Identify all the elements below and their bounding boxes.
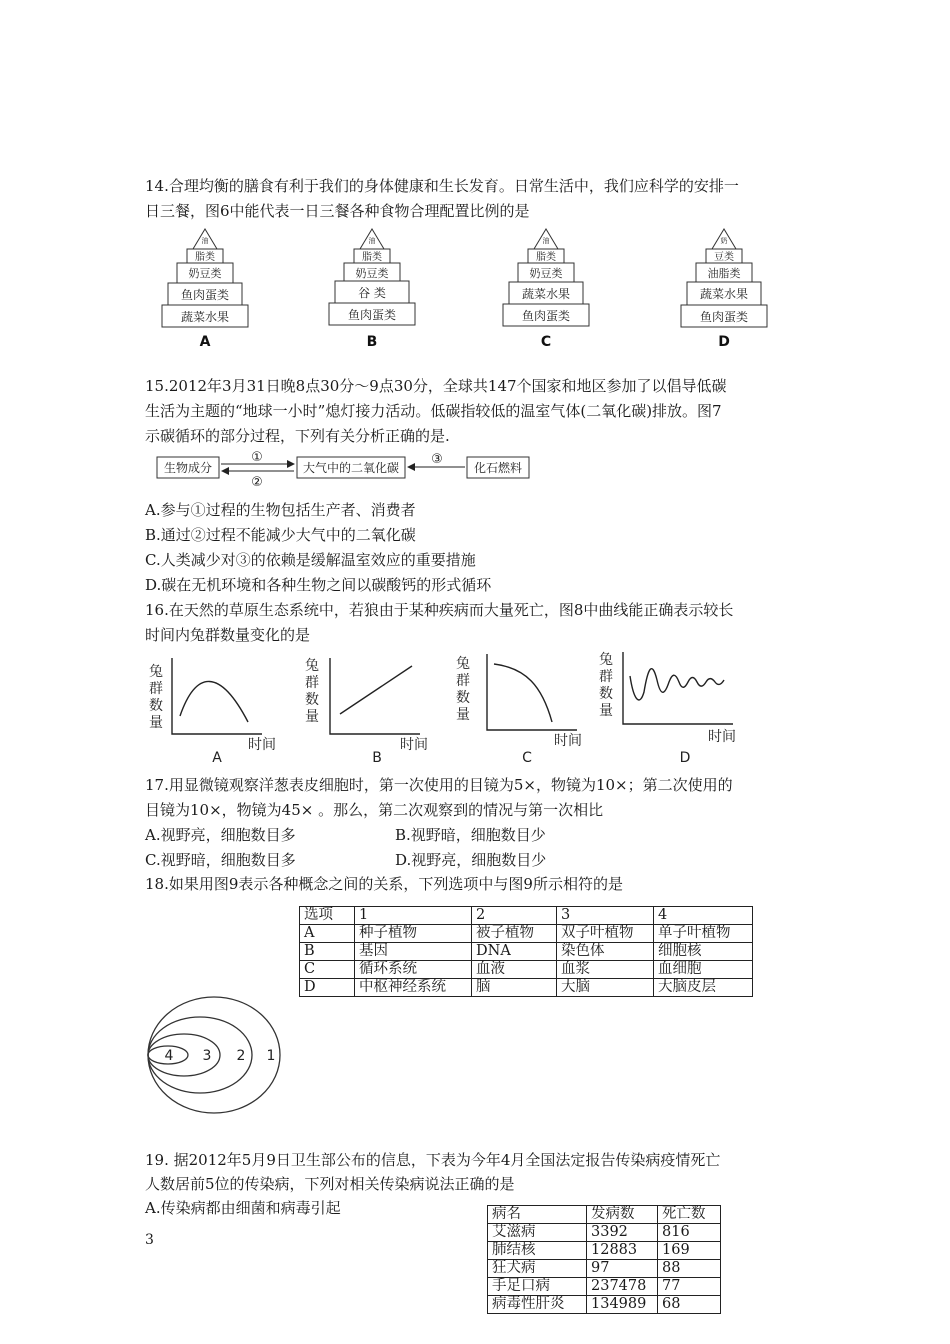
graph-c-xlabel: 时间 [554,733,582,749]
table-cell: 染色体 [557,943,654,961]
graph-d-ylabel-4: 量 [599,703,613,719]
pyr-c-tier2: 脂类 [536,252,556,263]
pyr-d-tier5: 鱼肉蛋类 [699,310,749,324]
graph-d-ylabel-3: 数 [599,686,613,702]
table-cell: 134989 [587,1296,658,1314]
graph-a-ylabel-3: 数 [149,698,163,714]
graph-b-ylabel-1: 兔 [305,658,319,674]
table-header-cell: 病名 [488,1206,587,1224]
table-cell: 病毒性肝炎 [488,1296,587,1314]
arrow-label-2: ② [251,475,263,490]
q15-option-c: C.人类减少对③的依赖是缓解温室效应的重要措施 [145,551,476,569]
q16-stem-line1: 16.在天然的草原生态系统中，若狼由于某种疾病而大量死亡，图8中曲线能正确表示较长 [145,601,734,619]
graph-c-ylabel-4: 量 [456,707,470,723]
q17-option-d: D.视野亮，细胞数目少 [395,851,547,869]
table-cell: 77 [658,1278,721,1296]
pyr-a-tier2: 脂类 [195,252,215,263]
graph-a-ylabel-2: 群 [149,681,163,697]
table-cell: 169 [658,1242,721,1260]
table-cell: 狂犬病 [488,1260,587,1278]
pyramid-c-label: C [540,334,552,350]
table-cell: 艾滋病 [488,1224,587,1242]
q14-stem-line1: 14.合理均衡的膳食有利于我们的身体健康和生长发育。日常生活中，我们应科学的安排一 [145,177,739,195]
graph-a-ylabel-4: 量 [149,715,163,731]
pyramid-b-label: B [366,334,378,350]
pyramid-a-label: A [199,334,211,350]
pyr-b-tier2: 脂类 [362,252,382,263]
q18-stem-line1: 18.如果用图9表示各种概念之间的关系，下列选项中与图9所示相符的是 [145,875,623,893]
pyramid-d-label: D [718,334,730,350]
table-cell: 手足口病 [488,1278,587,1296]
table-cell: 循环系统 [355,961,472,979]
ellipse-label-2: 2 [236,1048,246,1064]
table-cell: 68 [658,1296,721,1314]
table-header-cell: 2 [472,907,557,925]
table-cell: 脑 [472,979,557,997]
q15-stem-line3: 示碳循环的部分过程，下列有关分析正确的是. [145,427,450,445]
arrow-label-3: ③ [431,452,443,467]
pyr-b-tier5: 鱼肉蛋类 [347,308,397,322]
table-row [488,1278,721,1296]
disease-table [487,1205,721,1314]
page-number: 3 [145,1232,154,1248]
table-cell: 97 [587,1260,658,1278]
q17-option-b: B.视野暗，细胞数目少 [395,826,546,844]
graph-d-ylabel-2: 群 [599,669,613,685]
ellipse-label-1: 1 [266,1048,276,1064]
table-cell: 816 [658,1224,721,1242]
pyr-a-tier1: 油 [201,237,209,245]
carbon-cycle-diagram [0,450,950,490]
graph-b-ylabel-3: 数 [305,692,319,708]
arrow-label-1: ① [251,450,263,465]
table-cell: 237478 [587,1278,658,1296]
q14-stem-line2: 日三餐，图6中能代表一日三餐各种食物合理配置比例的是 [145,202,530,220]
table-cell: 肺结核 [488,1242,587,1260]
table-cell: 血液 [472,961,557,979]
table-cell: 细胞核 [654,943,753,961]
table-cell: 血细胞 [654,961,753,979]
q17-stem-line1: 17.用显微镜观察洋葱表皮细胞时，第一次使用的目镜为5×，物镜为10×；第二次使用的 [145,776,733,794]
graph-a-xlabel: 时间 [248,737,276,753]
q17-option-c: C.视野暗，细胞数目多 [145,851,296,869]
table-cell: 血浆 [557,961,654,979]
q15-stem-line2: 生活为主题的“地球一小时”熄灯接力活动。低碳指较低的温室气体(二氧化碳)排放。图7 [145,402,722,420]
box-fossil-fuel: 化石燃料 [473,461,523,475]
pyr-c-tier4: 蔬菜水果 [521,287,571,301]
table-cell: 88 [658,1260,721,1278]
table-header-cell: 1 [355,907,472,925]
ellipse-label-4: 4 [164,1048,174,1064]
graph-d-xlabel: 时间 [708,729,736,745]
pyr-c-tier3: 奶豆类 [529,267,563,280]
pyr-a-tier5: 蔬菜水果 [180,310,230,324]
table-row [300,943,753,961]
table-row [488,1296,721,1314]
q16-stem-line2: 时间内兔群数量变化的是 [145,626,311,644]
table-cell: C [300,961,355,979]
ellipse-label-3: 3 [202,1048,212,1064]
table-cell: 种子植物 [355,925,472,943]
table-cell: DNA [472,943,557,961]
table-header-cell: 3 [557,907,654,925]
table-header-row [300,907,753,925]
table-header-cell: 4 [654,907,753,925]
graph-a-ylabel-1: 兔 [149,664,163,680]
graph-b-ylabel-2: 群 [305,675,319,691]
graph-c-ylabel-1: 兔 [456,656,470,672]
table-cell: B [300,943,355,961]
pyr-d-tier4: 蔬菜水果 [699,287,749,301]
graph-d-label: D [679,750,691,765]
pyr-b-tier1: 油 [368,237,376,245]
concept-table [299,906,753,997]
pyr-a-tier4: 鱼肉蛋类 [180,288,230,302]
table-row [488,1224,721,1242]
nested-ellipses-figure [140,992,300,1122]
q15-option-b: B.通过②过程不能减少大气中的二氧化碳 [145,526,416,544]
table-row [300,979,753,997]
q19-stem-line2: 人数居前5位的传染病，下列对相关传染病说法正确的是 [145,1175,515,1193]
food-pyramid-figure [0,225,950,355]
q19-option-a: A.传染病都由细菌和病毒引起 [145,1199,341,1217]
table-cell: 12883 [587,1242,658,1260]
box-atmospheric-co2: 大气中的二氧化碳 [302,461,400,475]
table-cell: A [300,925,355,943]
table-cell: 单子叶植物 [654,925,753,943]
q17-option-a: A.视野亮，细胞数目多 [145,826,296,844]
table-cell: 双子叶植物 [557,925,654,943]
pyr-b-tier4: 谷 类 [358,286,386,300]
table-cell: 中枢神经系统 [355,979,472,997]
graph-a-label: A [212,750,222,765]
pyr-d-tier3: 油脂类 [707,267,741,280]
graph-c-label: C [522,750,532,765]
graph-b-xlabel: 时间 [400,737,428,753]
graph-c-ylabel-2: 群 [456,673,470,689]
box-biological-component: 生物成分 [163,461,213,475]
table-cell: 基因 [355,943,472,961]
table-cell: D [300,979,355,997]
table-header-cell: 选项 [300,907,355,925]
pyr-c-tier1: 油 [542,237,550,245]
table-row [488,1242,721,1260]
table-header-row [488,1206,721,1224]
table-row [488,1260,721,1278]
pyr-d-tier2: 豆类 [714,252,734,263]
table-header-cell: 发病数 [587,1206,658,1224]
table-header-cell: 死亡数 [658,1206,721,1224]
table-cell: 被子植物 [472,925,557,943]
table-row [300,925,753,943]
graph-c-ylabel-3: 数 [456,690,470,706]
pyr-a-tier3: 奶豆类 [188,267,222,280]
graph-b-ylabel-4: 量 [305,709,319,725]
table-cell: 大脑 [557,979,654,997]
table-cell: 大脑皮层 [654,979,753,997]
q19-stem-line1: 19. 据2012年5月9日卫生部公布的信息，下表为今年4月全国法定报告传染病疫情死亡 [145,1151,721,1169]
graph-d-ylabel-1: 兔 [599,652,613,668]
table-row [300,961,753,979]
q15-stem-line1: 15.2012年3月31日晚8点30分～9点30分，全球共147个国家和地区参加了以倡导低碳 [145,377,727,395]
pyr-b-tier3: 奶豆类 [355,267,389,280]
pyr-d-tier1: 奶 [720,237,728,245]
table-cell: 3392 [587,1224,658,1242]
q15-option-d: D.碳在无机环境和各种生物之间以碳酸钙的形式循环 [145,576,492,594]
graph-b-label: B [372,750,382,765]
rabbit-population-graphs [0,650,950,765]
pyr-c-tier5: 鱼肉蛋类 [521,309,571,323]
q17-stem-line2: 目镜为10×，物镜为45× 。那么，第二次观察到的情况与第一次相比 [145,801,604,819]
q15-option-a: A.参与①过程的生物包括生产者、消费者 [145,501,416,519]
